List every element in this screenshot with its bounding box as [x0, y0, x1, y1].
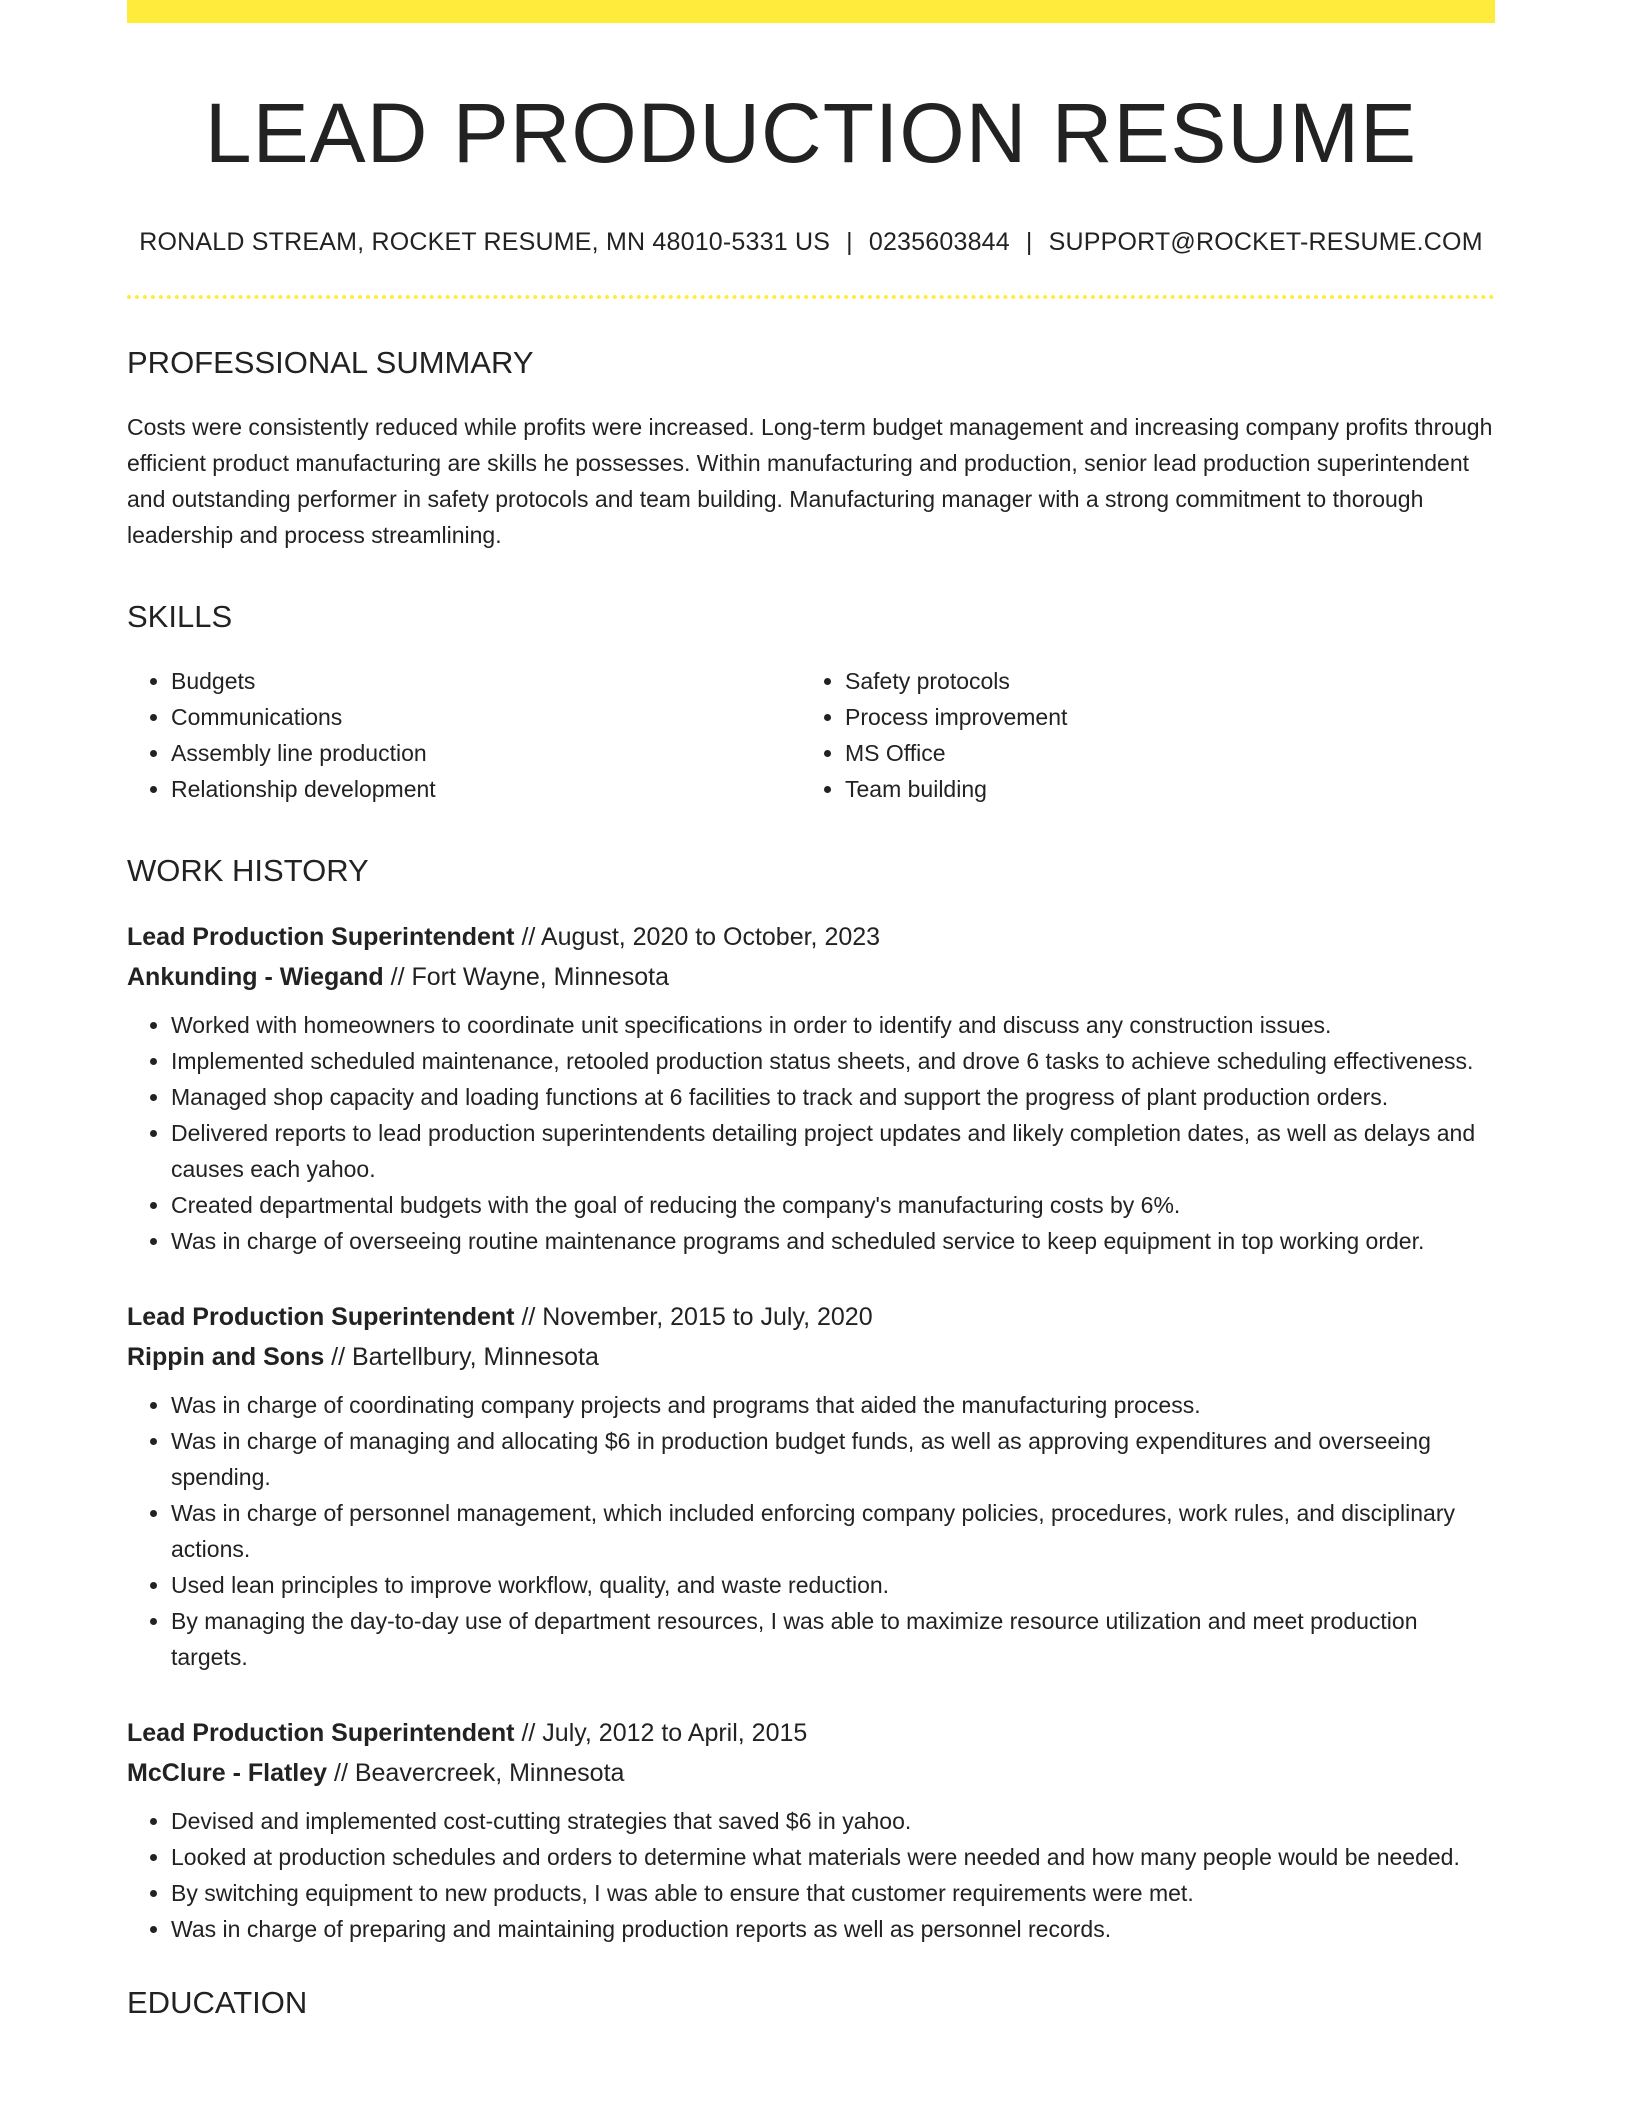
skills-heading: SKILLS [127, 598, 233, 634]
skill-item: • Team building [845, 771, 1475, 807]
job-title-line [127, 917, 1495, 957]
job-company-line [127, 1753, 1495, 1793]
contact-separator: | [846, 227, 853, 256]
job-bullet: • By managing the day-to-day use of department resources, I was able to maximize resource utilization and meet production targets. [171, 1603, 1495, 1675]
job-bullet: • Was in charge of managing and allocating $6 in production budget funds, as well as approving expenditures and overseeing spending. [171, 1423, 1495, 1495]
job-bullet: • Was in charge of overseeing routine maintenance programs and scheduled service to keep equipment in top working order. [171, 1223, 1495, 1259]
job-title-line [127, 1297, 1495, 1337]
skills-list [127, 663, 1495, 807]
contact-address: RONALD STREAM, ROCKET RESUME, MN 48010-5331 US [139, 227, 831, 256]
contact-line [127, 228, 1495, 257]
resume-page [127, 0, 1495, 2049]
job-title-line [127, 1713, 1495, 1753]
job-location: // Beavercreek, Minnesota [334, 1758, 625, 1787]
skills-column-left [127, 663, 801, 807]
skill-item: • Safety protocols [845, 663, 1475, 699]
job-bullet: • Created departmental budgets with the goal of reducing the company's manufacturing costs by 6%. [171, 1187, 1495, 1223]
job-bullet: • Was in charge of coordinating company projects and programs that aided the manufacturing process. [171, 1387, 1495, 1423]
job-bullets [127, 1007, 1495, 1259]
job-company-line [127, 957, 1495, 997]
job-entry [127, 1713, 1495, 1947]
dotted-divider [127, 295, 1495, 299]
job-dates: // November, 2015 to July, 2020 [521, 1302, 873, 1331]
job-bullet: • Was in charge of personnel management, which included enforcing company policies, procedures, work rules, and disciplinary actions. [171, 1495, 1495, 1567]
job-title: Lead Production Superintendent [127, 1302, 515, 1331]
job-bullets [127, 1387, 1495, 1675]
job-bullet: • By switching equipment to new products, I was able to ensure that customer requirements were met. [171, 1875, 1495, 1911]
resume-title: LEAD PRODUCTION RESUME [204, 86, 1418, 180]
job-company-line [127, 1337, 1495, 1377]
job-company: Ankunding - Wiegand [127, 962, 384, 991]
accent-bar [127, 0, 1495, 23]
job-location: // Fort Wayne, Minnesota [390, 962, 670, 991]
skill-item: • Assembly line production [171, 735, 801, 771]
job-dates: // August, 2020 to October, 2023 [521, 922, 881, 951]
skill-item: • Process improvement [845, 699, 1475, 735]
job-bullet: • Looked at production schedules and orders to determine what materials were needed and how many people would be needed. [171, 1839, 1495, 1875]
contact-phone: 0235603844 [868, 227, 1010, 256]
skill-item: • Communications [171, 699, 801, 735]
education-heading: EDUCATION [127, 1984, 308, 2020]
skill-item: • Budgets [171, 663, 801, 699]
job-bullets [127, 1803, 1495, 1947]
job-bullet: • Managed shop capacity and loading functions at 6 facilities to track and support the progress of plant production orders. [171, 1079, 1495, 1115]
job-bullet: • Implemented scheduled maintenance, retooled production status sheets, and drove 6 tasks to achieve scheduling effectiveness. [171, 1043, 1495, 1079]
job-title: Lead Production Superintendent [127, 1718, 515, 1747]
work-history-heading: WORK HISTORY [127, 852, 369, 888]
summary-text: Costs were consistently reduced while profits were increased. Long-term budget management and increasing company profits through efficient product manufacturing are skills he possesses. Within manufacturing and production, senior lead production superintendent and outstanding performer in safety protocols and team building. Manufacturing manager with a strong commitment to thorough leadership and process streamlining. [127, 413, 1493, 548]
job-bullet: • Delivered reports to lead production superintendents detailing project updates and likely completion dates, as well as delays and causes each yahoo. [171, 1115, 1495, 1187]
job-entry [127, 917, 1495, 1259]
contact-separator: | [1025, 227, 1033, 256]
job-entry [127, 1297, 1495, 1675]
skill-item: • Relationship development [171, 771, 801, 807]
skill-item: • MS Office [845, 735, 1475, 771]
job-bullet: • Devised and implemented cost-cutting strategies that saved $6 in yahoo. [171, 1803, 1495, 1839]
job-bullet: • Was in charge of preparing and maintaining production reports as well as personnel records. [171, 1911, 1495, 1947]
contact-email: SUPPORT@ROCKET-RESUME.COM [1048, 227, 1483, 256]
job-company: Rippin and Sons [127, 1342, 325, 1371]
summary-heading: PROFESSIONAL SUMMARY [127, 344, 534, 380]
job-bullet: • Worked with homeowners to coordinate unit specifications in order to identify and discuss any construction issues. [171, 1007, 1495, 1043]
job-title: Lead Production Superintendent [127, 922, 515, 951]
job-bullet: • Used lean principles to improve workflow, quality, and waste reduction. [171, 1567, 1495, 1603]
job-company: McClure - Flatley [127, 1758, 328, 1787]
job-location: // Bartellbury, Minnesota [331, 1342, 599, 1371]
job-dates: // July, 2012 to April, 2015 [521, 1718, 808, 1747]
skills-column-right [801, 663, 1475, 807]
